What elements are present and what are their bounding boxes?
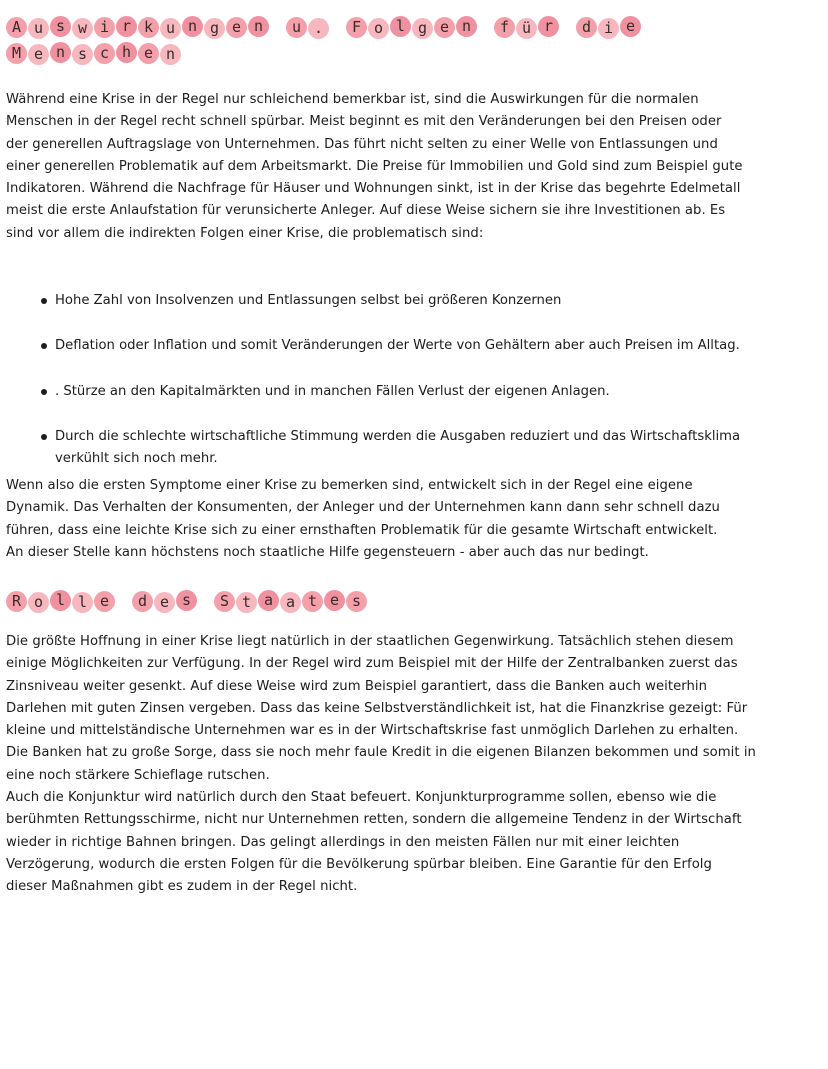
list-item <box>40 426 820 471</box>
bullet-dot-icon <box>41 389 47 395</box>
heading-word: S t a a t e s <box>214 591 368 612</box>
heading-rolle-des-staates <box>6 588 384 614</box>
heading-line <box>6 40 658 66</box>
paragraph-staat: Die größte Hoffnung in einer Krise liegt natürlich in der staatlichen Gegenwirkung. Tatsächlich stehen diesem einige Möglichkeiten zur Verfügung. In der Regel wird zum Beispiel mit der Hilfe der Zentralbanken zuerst das Zinsniveau weiter gesenkt. Auf diese Weise wird zum Beispiel garantiert, dass die Banken auch weiterhin Darlehen mit guten Zinsen vergeben. Dass das keine Selbstverständlichkeit ist, hat die Finanzkrise gezeigt: Für kleine und mittelständische Unternehmen war es in der Wirtschaftskrise fast unmöglich Darlehen zu erhalten. Die Banken hat zu große Sorge, dass sie noch mehr faule Kredit in die eigenen Bilanzen bekommen und somit in eine noch stärkere Schieflage rutschen. Auch die Konjunktur wird natürlich durch den Staat befeuert. Konjunkturprogramme sollen, ebenso wie die berühmten Rettungsschirme, nicht nur Unternehmen retten, sondern die allgemeine Tendenz in der Wirtschaft wieder in richtige Bahnen bringen. Das gelingt allerdings in den meisten Fällen nur mit einer leichten Verzögerung, wodurch die ersten Folgen für die Bevölkerung spürbar bleiben. Eine Garantie für den Erfolg dieser Maßnahmen gibt es zudem in der Regel nicht. <box>6 634 756 895</box>
bullet-dot-icon <box>41 434 47 440</box>
list-item <box>40 290 820 312</box>
heading-word: M e n s c h e n <box>6 43 182 64</box>
bullet-text: . Stürze an den Kapitalmärkten und in manchen Fällen Verlust der eigenen Anlagen. <box>55 383 610 399</box>
paragraph-dynamik: Wenn also die ersten Symptome einer Krise zu bemerken sind, entwickelt sich in der Regel eine eigene Dynamik. Das Verhalten der Konsumenten, der Anleger und der Unternehmen kann dann sehr schnell dazu führen, dass eine leichte Krise sich zu einer ernsthaften Problematik für die gesamte Wirtschaft entwickelt. An dieser Stelle kann höchstens noch staatliche Hilfe gegensteuern - aber auch das nur bedingt. <box>6 478 720 560</box>
bullet-dot-icon <box>41 298 47 304</box>
bullet-text: Hohe Zahl von Insolvenzen und Entlassungen selbst bei größeren Konzernen <box>55 293 562 308</box>
heading-line <box>6 588 384 614</box>
heading-word: d e s <box>132 591 198 612</box>
heading-word: f ü r <box>494 17 560 38</box>
heading-word: d i e <box>576 17 642 38</box>
heading-word: u . <box>286 17 330 38</box>
list-item <box>40 381 820 403</box>
heading-auswirkungen <box>6 14 658 66</box>
heading-word: R o l l e <box>6 591 116 612</box>
bullet-text: Durch die schlechte wirtschaftliche Stimmung werden die Ausgaben reduziert und das Wirtschaftsklima verkühlt sich noch mehr. <box>55 428 741 467</box>
bullet-list-folgen <box>40 290 820 470</box>
bullet-dot-icon <box>41 343 47 349</box>
heading-word: A u s w i r k u n g e n <box>6 17 270 38</box>
list-item <box>40 335 820 357</box>
heading-word: F o l g e n <box>346 17 478 38</box>
bullet-text: Deflation oder Inflation und somit Veränderungen der Werte von Gehältern aber auch Preisen im Alltag. <box>55 338 740 354</box>
heading-line <box>6 14 658 40</box>
paragraph-intro: Während eine Krise in der Regel nur schleichend bemerkbar ist, sind die Auswirkungen für die normalen Menschen in der Regel recht schnell spürbar. Meist beginnt es mit den Veränderungen bei den Preisen oder der generellen Auftragslage von Unternehmen. Das führt nicht selten zu einer Welle von Entlassungen und einer generellen Problematik auf dem Arbeitsmarkt. Die Preise für Immobilien und Gold sind zum Beispiel gute Indikatoren. Während die Nachfrage für Häuser und Wohnungen sinkt, ist in der Krise das begehrte Edelmetall meist die erste Anlaufstation für verunsicherte Anleger. Auf diese Weise sichern sie ihre Investitionen ab. Es sind vor allem die indirekten Folgen einer Krise, die problematisch sind: <box>6 92 743 241</box>
